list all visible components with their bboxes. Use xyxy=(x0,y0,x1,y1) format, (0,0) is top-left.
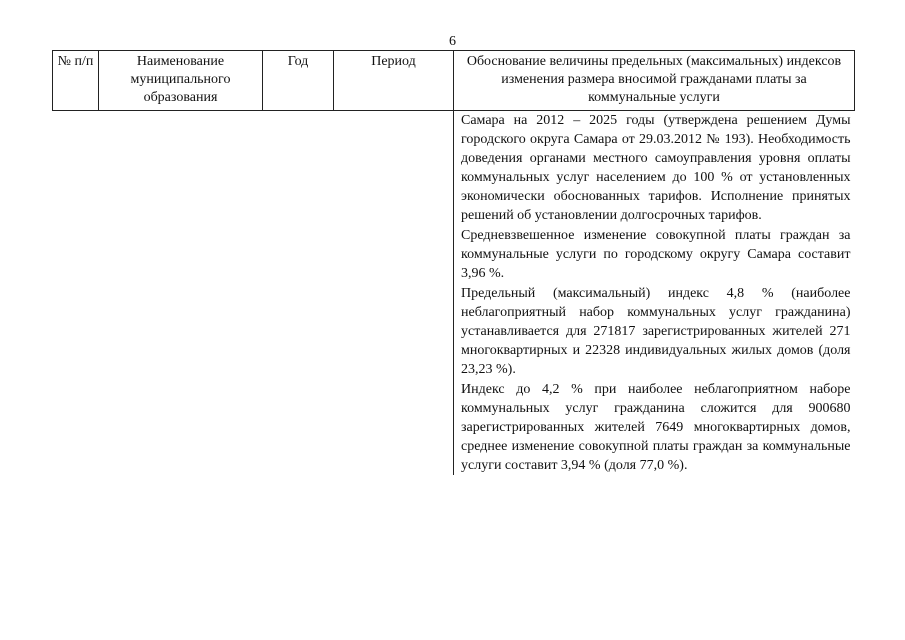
cell-period xyxy=(334,111,454,476)
cell-municipality xyxy=(99,111,263,476)
tariff-index-table xyxy=(52,50,855,475)
table-row xyxy=(53,111,855,476)
header-number: № п/п xyxy=(53,51,99,111)
rationale-paragraph: Средневзвешенное изменение совокупной платы граждан за коммунальные услуги по городскому округу Самара составит 3,96 %. xyxy=(461,228,851,281)
header-municipality: Наименование муниципального образования xyxy=(99,51,263,111)
rationale-paragraph: Предельный (максимальный) индекс 4,8 % (наиболее неблагоприятный набор коммунальных услуг гражданина) устанавливается для 271817 зарегистрированных жителей 271 многоквартирных и 22328 индивидуальных жилых домов (доля 23,23 %). xyxy=(461,286,851,377)
table-header-row xyxy=(53,51,855,111)
cell-year xyxy=(263,111,334,476)
header-year: Год xyxy=(263,51,334,111)
header-period: Период xyxy=(334,51,454,111)
header-rationale: Обоснование величины предельных (максимальных) индексов изменения размера вносимой гражданами платы за коммунальные услуги xyxy=(454,51,855,111)
rationale-paragraph: Самара на 2012 – 2025 годы (утверждена решением Думы городского округа Самара от 29.03.2012 № 193). Необходимость доведения органами местного самоуправления уровня оплаты коммунальных услуг населением до 100 % от установленных экономически обоснованных тарифов. Исполнение принятых решений об установлении долгосрочных тарифов. xyxy=(461,113,851,223)
cell-number xyxy=(53,111,99,476)
rationale-paragraph: Индекс до 4,2 % при наиболее неблагоприятном наборе коммунальных услуг гражданина сложится для 900680 зарегистрированных жителей 7649 многоквартирных домов, среднее изменение совокупной платы граждан за коммунальные услуги составит 3,94 % (доля 77,0 %). xyxy=(461,382,851,473)
page-number: 6 xyxy=(449,34,456,49)
cell-rationale xyxy=(454,111,855,476)
